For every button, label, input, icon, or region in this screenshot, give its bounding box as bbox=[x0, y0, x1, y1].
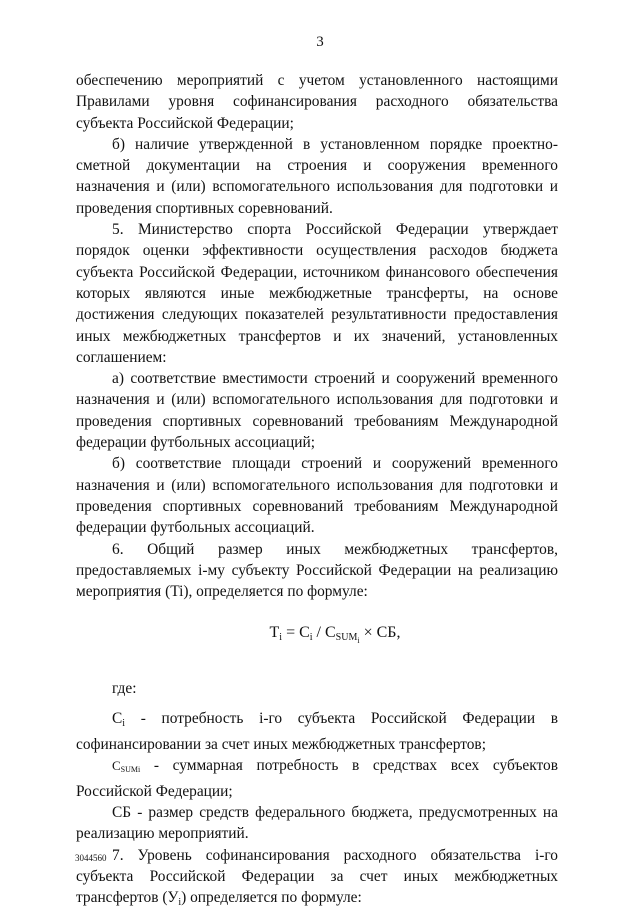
formula-lhs-sub: i bbox=[279, 632, 282, 643]
paragraph-item-b-design-docs: б) наличие утвержденной в установленном порядке проектно-сметной документации на строения и сооружения временного назначения и (или) вспомогательного использования для подготовки и проведения спортивных соревнований. bbox=[76, 134, 558, 219]
formula-lhs: T bbox=[270, 624, 280, 641]
transfer-formula bbox=[76, 622, 558, 652]
formula-rhs: × СБ, bbox=[360, 624, 401, 641]
definition-ci bbox=[76, 708, 558, 756]
document-body bbox=[76, 70, 558, 913]
p7-main: 7. Уровень софинансирования расходного обязательства i-го субъекта Российской Федерации за счет иных межбюджетных трансфертов (У bbox=[76, 847, 558, 907]
definition-csum bbox=[76, 755, 558, 802]
formula-csum: C bbox=[325, 624, 336, 641]
formula-csum-subsub: i bbox=[357, 636, 359, 645]
formula-divide: / bbox=[313, 624, 325, 641]
page-number: 3 bbox=[0, 34, 640, 51]
paragraph-6-transfer-size: 6. Общий размер иных межбюджетных трансфертов, предоставляемых i-му субъекту Российской Федерации на реализацию мероприятия (Ti), определяется по формуле: bbox=[76, 539, 558, 603]
p7-subscript: i bbox=[178, 897, 181, 908]
formula-csum-sub-text: SUM bbox=[336, 632, 358, 643]
ci-description: - потребность i-го субъекта Российской Федерации в софинансировании за счет иных межбюджетных трансфертов; bbox=[76, 710, 558, 753]
paragraph-item-a-capacity: а) соответствие вместимости строений и сооружений временного назначения и (или) вспомогательного использования для подготовки и проведения спортивных соревнований требованиям Международной федерации футбольных ассоциаций; bbox=[76, 368, 558, 453]
paragraph-7-cofinancing-level bbox=[76, 845, 558, 913]
ci-symbol: C bbox=[112, 710, 122, 727]
document-code: 3044560 bbox=[75, 853, 107, 863]
csum-symbol-wrap bbox=[112, 758, 140, 773]
csum-symbol: C bbox=[112, 758, 121, 773]
csum-subscript: SUMi bbox=[121, 765, 141, 774]
formula-equals: = bbox=[282, 624, 299, 641]
ci-subscript: i bbox=[122, 718, 125, 729]
where-label: где: bbox=[76, 678, 558, 699]
formula-c-sub: i bbox=[310, 632, 313, 643]
paragraph-item-b-area: б) соответствие площади строений и сооружений временного назначения и (или) вспомогательного использования для подготовки и проведения спортивных соревнований требованиям Международной федерации футбольных ассоциаций. bbox=[76, 453, 558, 538]
p7-tail: ) определяется по формуле: bbox=[181, 889, 362, 906]
formula-csum-sub bbox=[336, 632, 360, 643]
paragraph-continuation: обеспечению мероприятий с учетом установленного настоящими Правилами уровня софинансирования расходного обязательства субъекта Российской Федерации; bbox=[76, 70, 558, 134]
csum-description: - суммарная потребность в средствах всех субъектов Российской Федерации; bbox=[76, 757, 558, 799]
definition-sb: СБ - размер средств федерального бюджета, предусмотренных на реализацию мероприятий. bbox=[76, 802, 558, 845]
formula-c: C bbox=[299, 624, 310, 641]
paragraph-5-efficiency-assessment: 5. Министерство спорта Российской Федерации утверждает порядок оценки эффективности осуществления расходов бюджета субъекта Российской Федерации, источником финансового обеспечения которых являются иные межбюджетные трансферты, на основе достижения следующих показателей результативности предоставления иных межбюджетных трансфертов и их значений, установленных соглашением: bbox=[76, 219, 558, 368]
